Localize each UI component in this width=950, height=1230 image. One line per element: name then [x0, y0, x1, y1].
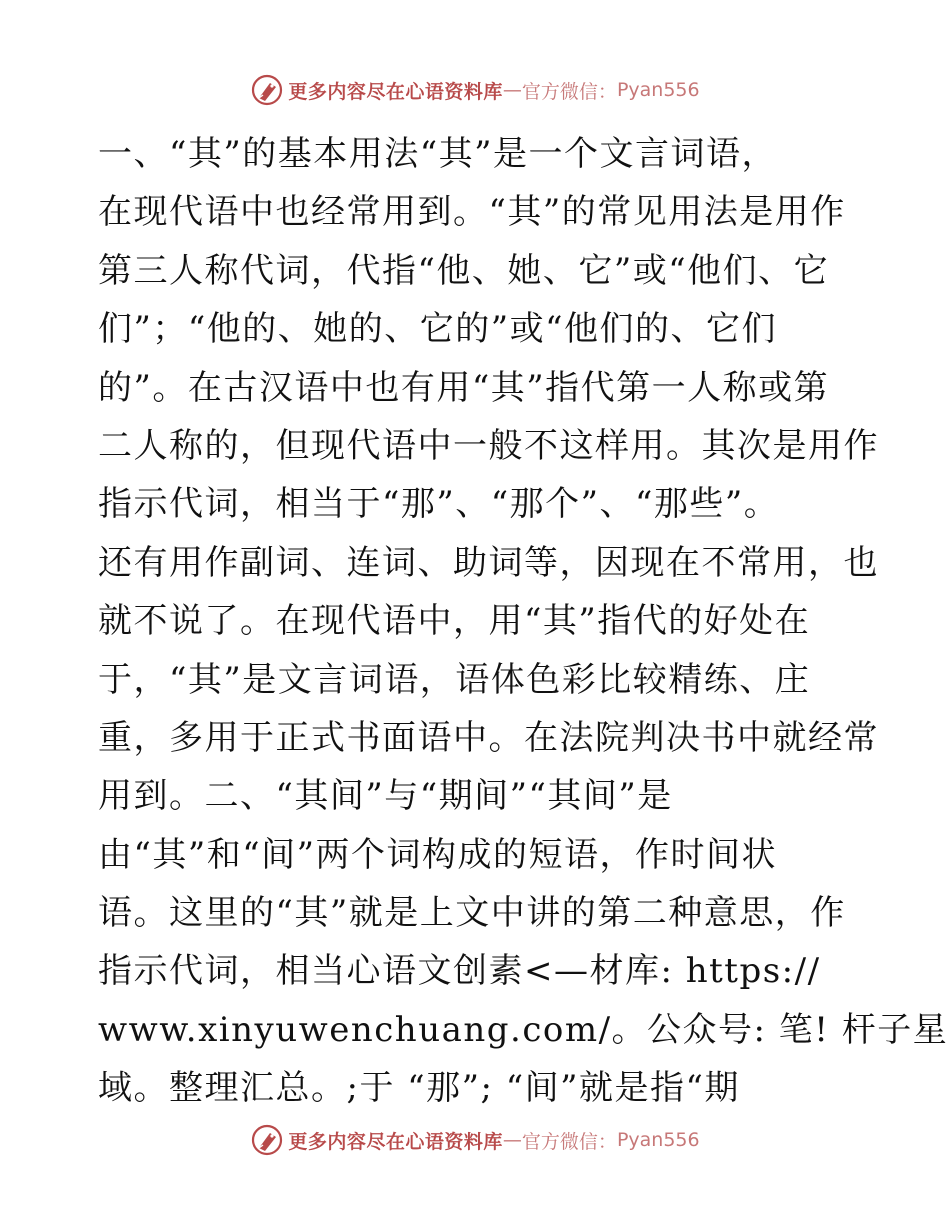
pen-nib-logo-icon — [250, 73, 284, 107]
footer-banner-title: 更多内容尽在心语资料库 — [288, 1130, 503, 1153]
body-line: 的”。在古汉语中也有用“其”指代第一人称或第 — [98, 367, 830, 408]
body-line: 指示代词，相当于“那”、“那个”、“那些”。 — [98, 484, 780, 525]
body-line: 二人称的，但现代语中一般不这样用。其次是用作 — [98, 425, 879, 466]
body-line: www.xinyuwenchuang.com/。公众号: 笔! 杆子星 — [98, 1009, 949, 1050]
body-line: 于，“其”是文言词语，语体色彩比较精练、庄 — [98, 659, 811, 700]
footer-banner — [0, 1120, 950, 1160]
body-line: 一、“其”的基本用法“其”是一个文言词语， — [98, 134, 778, 174]
pen-nib-logo-icon — [250, 1123, 284, 1157]
body-line: 域。整理汇总。;于 “那”; “间”就是指“期 — [98, 1068, 740, 1109]
body-line: 在现代语中也经常用到。“其”的常见用法是用作 — [98, 192, 846, 233]
body-line: 用到。二、“其间”与“期间”“其间”是 — [98, 776, 673, 817]
footer-banner-wechat-id: Pyan556 — [616, 1129, 700, 1151]
footer-banner-separator: — — [502, 1129, 522, 1151]
body-line: 第三人称代词，代指“他、她、它”或“他们、它 — [98, 250, 830, 291]
header-banner — [0, 70, 950, 110]
body-line: 语。这里的“其”就是上文中讲的第二种意思，作 — [98, 893, 846, 934]
body-line: 就不说了。在现代语中，用“其”指代的好处在 — [98, 601, 811, 642]
body-line: 们”；“他的、她的、它的”或“他们的、它们 — [98, 309, 778, 350]
body-line: 还有用作副词、连词、助词等，因现在不常用，也 — [98, 542, 879, 583]
footer-banner-wechat-label: 官方微信： — [521, 1130, 617, 1153]
body-line: 由“其”和“间”两个词构成的短语，作时间状 — [98, 834, 778, 875]
document-body — [98, 125, 949, 1118]
body-line: 重，多用于正式书面语中。在法院判决书中就经常 — [98, 717, 879, 758]
header-banner-separator: — — [502, 79, 522, 101]
header-banner-wechat-id: Pyan556 — [616, 79, 700, 101]
header-banner-title: 更多内容尽在心语资料库 — [288, 80, 503, 103]
body-line: 指示代词，相当心语文创素<—材库: https:// — [98, 951, 821, 992]
header-banner-wechat-label: 官方微信： — [521, 80, 617, 103]
